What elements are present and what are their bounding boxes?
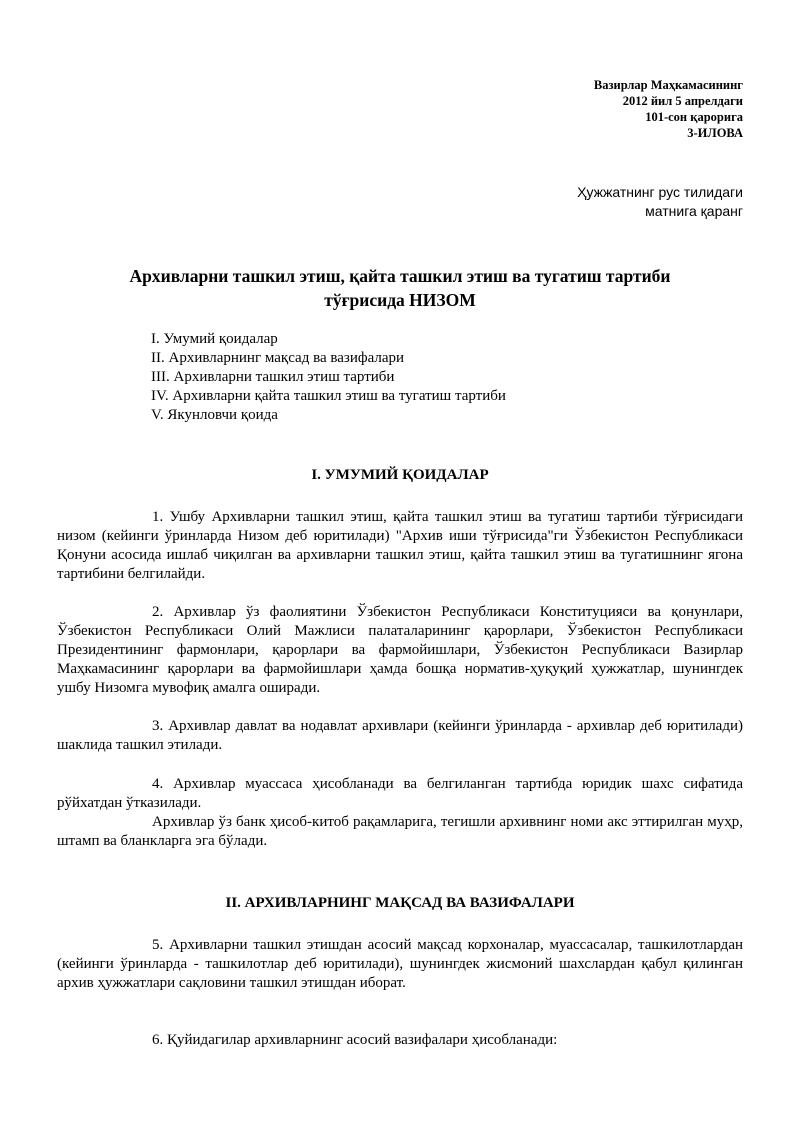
appendix-line-2: 2012 йил 5 апрелдаги bbox=[622, 94, 743, 108]
translation-note-line-1: Ҳужжатнинг рус тилидаги bbox=[577, 184, 743, 200]
paragraph-6: 6. Қуйидагилар архивларнинг асосий вазифалари ҳисобланади: bbox=[152, 1032, 558, 1048]
appendix-header bbox=[594, 77, 743, 141]
paragraph-4-continued: Архивлар ўз банк ҳисоб-китоб рақамларига, тегишли архивнинг номи акс эттирилган муҳр, штамп ва бланкларга эга бўлади. bbox=[57, 814, 743, 849]
toc-item: IV. Архивларни қайта ташкил этиш ва тугатиш тартиби bbox=[151, 388, 506, 404]
document-title bbox=[110, 264, 690, 312]
translation-note-line-2: матнига қаранг bbox=[645, 203, 743, 219]
paragraph-1: 1. Ушбу Архивларни ташкил этиш, қайта ташкил этиш ва тугатиш тартиби тўғрисидаги низом (кейинги ўринларда Низом деб юритилади) "Архив иши тўғрисида"ги Ўзбекистон Республикаси Қонуни асосида ишлаб чиқилган ва архивларни ташкил этиш, қайта ташкил этиш ва тугатишнинг ягона тартибини белгилайди. bbox=[57, 509, 743, 582]
toc-item: V. Якунловчи қоида bbox=[151, 407, 278, 423]
paragraph-2: 2. Архивлар ўз фаолиятини Ўзбекистон Республикаси Конституцияси ва қонунлари, Ўзбекистон Республикаси Олий Мажлиси палаталарининг қарорлари, Ўзбекистон Республикаси Президентининг фармонлари, қарорлари ва фармойишлари, Ўзбекистон Республикаси Вазирлар Маҳкамасининг қарорлари ва фармойишлари ҳамда бошқа норматив-ҳуқуқий ҳужжатлар, шунингдек ушбу Низомга мувофиқ амалга оширади. bbox=[57, 604, 743, 696]
document-title-line-2: тўғрисида НИЗОМ bbox=[324, 290, 476, 310]
appendix-line-1: Вазирлар Маҳкамасининг bbox=[593, 78, 743, 92]
section-heading: II. АРХИВЛАРНИНГ МАҚСАД ВА ВАЗИФАЛАРИ bbox=[225, 895, 575, 911]
toc-item: III. Архивларни ташкил этиш тартиби bbox=[151, 369, 395, 385]
translation-note bbox=[577, 183, 743, 221]
appendix-line-3: 101-сон қарорига bbox=[645, 110, 743, 124]
toc-item: I. Умумий қоидалар bbox=[151, 331, 278, 347]
document-title-line-1: Архивларни ташкил этиш, қайта ташкил этиш ва тугатиш тартиби bbox=[129, 266, 671, 286]
paragraph-5: 5. Архивларни ташкил этишдан асосий мақсад корхоналар, муассасалар, ташкилотлардан (кейинги ўринларда - ташкилотлар деб юритилади), шунингдек жисмоний шахслардан қабул қилинган архив ҳужжатлари сақловини ташкил этишдан иборат. bbox=[57, 937, 743, 991]
paragraph-3: 3. Архивлар давлат ва нодавлат архивлари (кейинги ўринларда - архивлар деб юритилади) шаклида ташкил этилади. bbox=[57, 718, 743, 753]
section-heading: I. УМУМИЙ ҚОИДАЛАР bbox=[311, 467, 489, 483]
table-of-contents bbox=[151, 330, 506, 425]
paragraph-4: 4. Архивлар муассаса ҳисобланади ва белгиланган тартибда юридик шахс сифатида рўйхатдан ўтказилади. bbox=[57, 776, 743, 811]
appendix-line-4: 3-ИЛОВА bbox=[687, 126, 743, 140]
toc-item: II. Архивларнинг мақсад ва вазифалари bbox=[151, 350, 405, 366]
